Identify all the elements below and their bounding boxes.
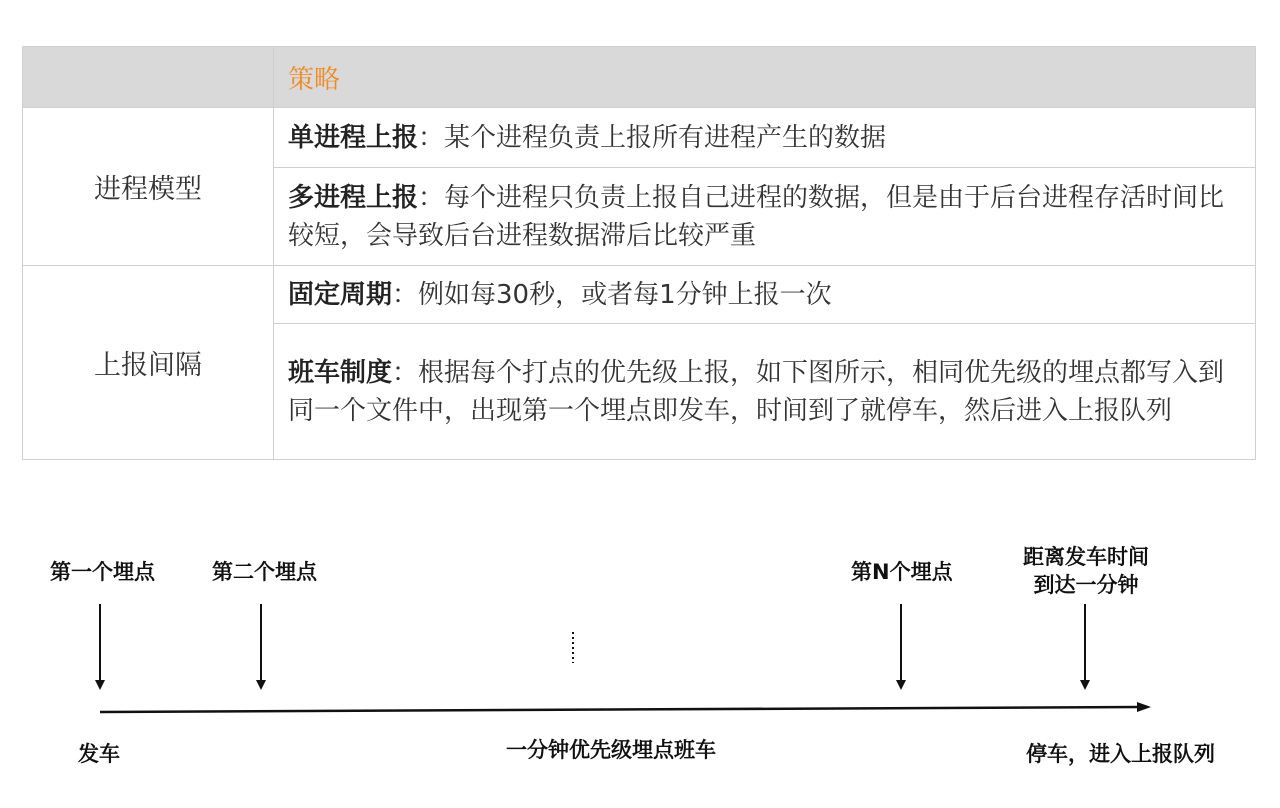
detail-term: 固定周期 [288,279,393,310]
table-header-row [23,47,1256,108]
detail-term: 班车制度 [288,357,393,388]
detail-fixed-period [274,266,1256,324]
arrowhead-first-point [95,680,105,690]
timeline-axis [100,707,1140,712]
detail-text: ：每个进程只负责上报自己进程的数据，但是由于后台进程存活时间比较短，会导致后台进程数据滞后比较严重 [288,182,1225,251]
detail-term: 多进程上报 [288,182,419,213]
category-process-model: 进程模型 [23,108,274,266]
detail-multi-process [274,168,1256,266]
table-row [23,266,1256,324]
category-report-interval: 上报间隔 [23,266,274,460]
table-header-cell [274,47,1256,108]
table-header-empty-cell [23,47,274,108]
detail-shuttle-bus [274,324,1256,460]
strategy-table [22,46,1256,460]
timeline-end-label: 停车，进入上报队列 [1026,742,1215,766]
marker-first-label: 第一个埋点 [50,560,155,584]
timeline-middle-label: 一分钟优先级埋点班车 [506,738,716,762]
marker-deadline-label-line1: 距离发车时间 [1023,545,1149,569]
arrowhead-nth-point [896,680,906,690]
detail-text: ：某个进程负责上报所有进程产生的数据 [418,122,887,153]
arrowhead-deadline [1080,680,1090,690]
strategy-header: 策略 [288,64,341,95]
marker-deadline-label-line2: 到达一分钟 [1033,573,1139,597]
timeline-arrowhead [1137,702,1151,712]
timeline-start-label: 发车 [78,742,120,766]
table-row [23,108,1256,168]
shuttle-bus-diagram [0,520,1280,808]
detail-term: 单进程上报 [288,122,419,153]
arrowhead-second-point [256,680,266,690]
marker-nth-label: 第N个埋点 [851,560,953,584]
detail-text: ：根据每个打点的优先级上报，如下图所示，相同优先级的埋点都写入到同一个文件中，出现第一个埋点即发车，时间到了就停车，然后进入上报队列 [288,357,1225,426]
marker-second-label: 第二个埋点 [212,560,317,584]
detail-single-process [274,108,1256,168]
detail-text: ：例如每30秒，或者每1分钟上报一次 [392,279,832,310]
